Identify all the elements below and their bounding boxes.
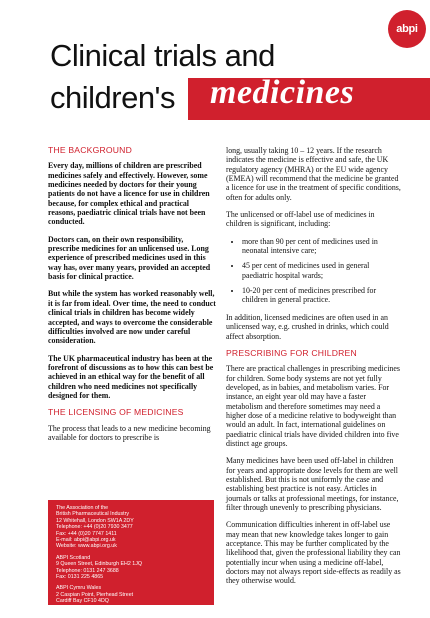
heading-licensing: THE LICENSING OF MEDICINES <box>48 407 184 418</box>
licensing-para-1-cont: long, usually taking 10 – 12 years. If the research indicates the medicine is effective and safe, the UK regulatory agency (MHRA) or the EU wide agency (EMEA) will recommend that the medicine be granted a licence for use in the treatment of specific conditions, often for adults only. <box>226 146 401 202</box>
contact-wales <box>56 585 206 617</box>
abpi-logo <box>388 10 426 48</box>
licensing-para-3: In addition, licensed medicines are often used in an unlicensed way, e.g. crushed in drinks, which could affect absorption. <box>226 312 389 341</box>
contact-box <box>48 500 214 618</box>
contact-line: E-mail: abpi@abpi.org.uk <box>56 537 116 544</box>
heading-prescribing: PRESCRIBING FOR CHILDREN <box>226 347 357 358</box>
contact-line: Telephone: 0131 247 3688 <box>56 567 119 574</box>
contact-line: Telephone: 02920 454 297 <box>56 604 119 611</box>
contact-scotland <box>56 555 206 581</box>
title-highlight: medicines <box>210 74 355 111</box>
background-para-2: Doctors can, on their own responsibility, prescribe medicines for an unlicensed use. Long experience of prescribed medicines used in this way has, over many years, provided an accepted basis for clinical practice. <box>48 234 211 282</box>
list-item: • 45 per cent of medicines used in general paediatric hospital wards; <box>242 261 402 280</box>
background-para-1: Every day, millions of children are prescribed medicines safely and effectively. However, some medicines needed by doctors for their young patients do not have a licence for use in children because, for complex ethical and practical reasons, paediatric clinical trials have not been conducted. <box>48 161 210 227</box>
licensing-para-1: The process that leads to a new medicine becoming available for doctors to prescribe is <box>48 423 211 442</box>
contact-line: 9 Queen Street, Edinburgh EH2 1JQ <box>56 561 142 568</box>
contact-line: Telephone: +44 (0)20 7930 3477 <box>56 524 133 531</box>
prescribing-para-2: Many medicines have been used off-label in children for years and appropriate dose levels for them are well established. But this is not uniformly the case and establishing best practice is not easy. Articles in journals or talks at professional meetings, for instance, filter through unevenly to prescribing physicians. <box>226 456 399 512</box>
prescribing-para-3: Communication difficulties inherent in off-label use may mean that new knowledge takes longer to gain acceptance. This may be further complicated by the likelihood that, given the professional liability they can potentially incur when using a medicine off-label, doctors may not always report side-effects as readily as they otherwise would. <box>226 520 401 586</box>
contact-line: Fax: +44 (0)20 7747 1411 <box>56 530 117 537</box>
prescribing-para-1: There are practical challenges in prescribing medicines for children. Some body systems are not yet fully developed, as in babies, and metabolism varies. For instance, an eight year old may have a faster metabolism and therefore sometimes may need a higher dose of a medicine relative to bodyweight than would an adult. In fact, international guidelines on paediatric clinical trials have divided children into five distinct age groups. <box>226 364 400 448</box>
contact-line: Cardiff Bay CF10 4DQ <box>56 598 109 605</box>
contact-line: 12 Whitehall, London SW1A 2DY <box>56 517 134 524</box>
list-item: • more than 90 per cent of medicines used in neonatal intensive care; <box>242 237 402 256</box>
title-line-2: children's <box>50 80 175 115</box>
licensing-bullets <box>226 237 402 305</box>
contact-line: 2 Caspian Point, Pierhead Street <box>56 591 134 598</box>
contact-line: ABPI Scotland <box>56 554 91 561</box>
contact-abpi <box>56 505 206 550</box>
list-item: • 10-20 per cent of medicines prescribed for children in general practice. <box>242 286 402 305</box>
licensing-para-2: The unlicensed or off-label use of medicines in children is significant, including: <box>226 210 375 229</box>
logo-text: abpi <box>396 23 418 35</box>
background-para-3: But while the system has worked reasonably well, it is far from ideal. Over time, the need to conduct clinical trials in children has become widely accepted, and ways to overcome the considerable difficulties involved are now under careful consideration. <box>48 289 216 346</box>
contact-line: Fax: 02920 454 298 <box>56 611 104 618</box>
contact-line: Website: www.abpi.org.uk <box>56 543 117 550</box>
right-column <box>226 146 402 594</box>
contact-line: ABPI Cymru Wales <box>56 585 102 592</box>
contact-line: British Pharmaceutical Industry <box>56 511 130 518</box>
title-line-1: Clinical trials and <box>50 38 275 73</box>
heading-background: THE BACKGROUND <box>48 145 132 155</box>
contact-line: The Association of the <box>56 505 109 511</box>
background-para-4: The UK pharmaceutical industry has been at the forefront of discussions as to how this can best be achieved in an ethical way for the benefit of all children who need medicines not specifically designed for them. <box>48 353 214 400</box>
left-column <box>48 146 216 450</box>
contact-line: Fax: 0131 225 4865 <box>56 574 104 581</box>
